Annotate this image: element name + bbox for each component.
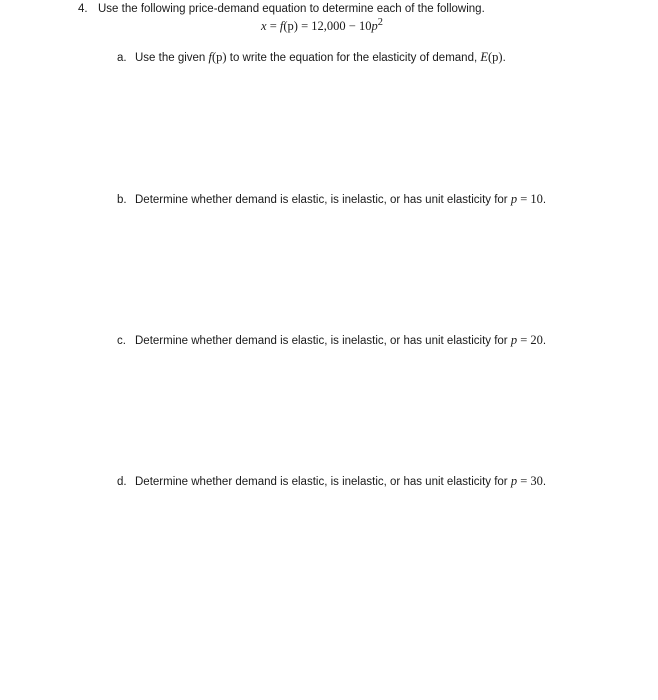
question-number: 4. — [78, 3, 88, 15]
price-demand-equation — [261, 17, 383, 34]
part-a-end: . — [502, 52, 506, 64]
part-c-eq: = — [517, 333, 531, 347]
part-d-value: 30 — [530, 474, 543, 488]
eq-equals-1: = — [266, 19, 280, 34]
part-b-eq: = — [517, 192, 531, 206]
part-d-label: d. — [117, 476, 127, 488]
part-b-label: b. — [117, 194, 127, 206]
part-b-value: 10 — [530, 192, 543, 206]
part-a-text-before: Use the given — [135, 52, 209, 64]
part-d-var: p — [510, 474, 518, 488]
question-4-prompt — [78, 3, 485, 15]
eq-var: p — [371, 19, 378, 34]
eq-equals-2: = — [297, 19, 312, 34]
part-b-text: Determine whether demand is elastic, is inelastic, or has unit elasticity for — [135, 194, 511, 206]
eq-coef: 10 — [358, 19, 372, 34]
eq-minus: − — [345, 19, 359, 34]
part-a-label: a. — [117, 52, 127, 64]
part-a — [117, 50, 506, 65]
question-prompt-text: Use the following price-demand equation to determine each of the following. — [98, 3, 485, 15]
part-a-elasticity-E: E — [480, 50, 488, 64]
part-b-var: p — [510, 192, 518, 206]
part-a-func: f — [208, 50, 212, 64]
part-d-text: Determine whether demand is elastic, is inelastic, or has unit elasticity for — [135, 476, 511, 488]
part-d-end: . — [542, 476, 547, 488]
eq-constant: 12,000 — [311, 19, 346, 34]
part-c-label: c. — [117, 335, 126, 347]
part-a-func-arg: (p) — [212, 50, 227, 64]
part-b — [117, 192, 546, 207]
part-c-end: . — [542, 335, 547, 347]
part-b-end: . — [542, 194, 547, 206]
part-d-eq: = — [517, 474, 531, 488]
part-a-elasticity-arg: (p) — [488, 50, 503, 64]
eq-func: f — [279, 19, 284, 34]
part-c-text: Determine whether demand is elastic, is inelastic, or has unit elasticity for — [135, 335, 511, 347]
eq-lhs-var: x — [261, 19, 267, 34]
eq-exponent: 2 — [377, 17, 383, 28]
part-c — [117, 333, 546, 348]
part-c-var: p — [510, 333, 518, 347]
part-c-value: 20 — [530, 333, 543, 347]
part-a-text-after: to write the equation for the elasticity of demand, — [226, 52, 481, 64]
eq-func-arg: (p) — [283, 19, 298, 34]
part-d — [117, 474, 546, 489]
